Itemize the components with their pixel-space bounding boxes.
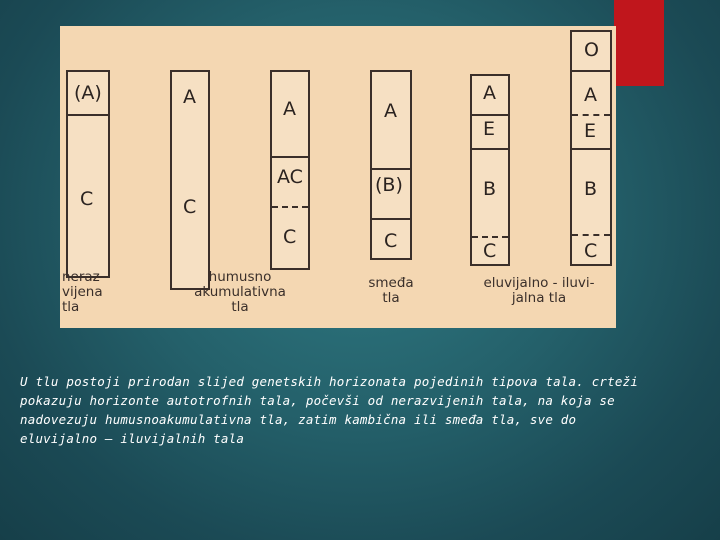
horizon-label: O bbox=[584, 39, 599, 61]
horizon-divider bbox=[572, 70, 610, 72]
caption-line: humusno bbox=[208, 269, 272, 285]
horizon-divider bbox=[472, 114, 508, 116]
horizon-divider bbox=[68, 114, 108, 116]
soil-column-2 bbox=[170, 70, 210, 290]
caption-nerazvijena bbox=[62, 270, 122, 315]
caption-line: neraz- bbox=[62, 269, 105, 285]
description-line: U tlu postoji prirodan slijed genetskih horizonata pojedinih tipova tala. crteži bbox=[20, 374, 639, 389]
horizon-divider bbox=[472, 148, 508, 150]
horizon-label: B bbox=[483, 178, 497, 200]
soil-column-1 bbox=[66, 70, 110, 278]
horizon-label: B bbox=[584, 178, 598, 200]
caption-line: tla bbox=[62, 299, 80, 315]
description-line: nadovezuju humusnoakumulativna tla, zatim kambična ili smeđa tla, sve do bbox=[20, 412, 577, 427]
horizon-label: E bbox=[584, 120, 597, 142]
horizon-label: A bbox=[584, 84, 597, 106]
horizon-label: AC bbox=[277, 166, 303, 188]
description-line: eluvijalno – iluvijalnih tala bbox=[20, 431, 245, 446]
caption-line: eluvijalno - iluvi- bbox=[483, 275, 595, 291]
soil-column-3 bbox=[270, 70, 310, 270]
horizon-divider bbox=[372, 168, 410, 170]
horizon-divider bbox=[572, 234, 610, 236]
horizon-divider bbox=[572, 114, 610, 116]
horizon-label: C bbox=[183, 196, 197, 218]
horizon-label: C bbox=[584, 240, 598, 262]
horizon-label: C bbox=[283, 226, 297, 248]
soil-column-6 bbox=[570, 30, 612, 266]
soil-horizons-figure bbox=[60, 26, 616, 328]
horizon-label: C bbox=[483, 240, 497, 262]
caption-line: tla bbox=[382, 290, 400, 306]
horizon-label: A bbox=[483, 82, 496, 104]
caption-eluvijalno-iluvijalna bbox=[464, 276, 614, 306]
horizon-label: E bbox=[483, 118, 496, 140]
horizon-label: (A) bbox=[74, 82, 102, 104]
caption-line: tla bbox=[231, 299, 249, 315]
caption-line: jalna tla bbox=[511, 290, 567, 306]
horizon-label: A bbox=[283, 98, 296, 120]
caption-smedja bbox=[356, 276, 426, 306]
caption-humusno-akumulativna bbox=[175, 270, 305, 315]
horizon-divider bbox=[572, 148, 610, 150]
horizon-divider bbox=[372, 218, 410, 220]
caption-line: smeđa bbox=[368, 275, 414, 291]
horizon-label: A bbox=[384, 100, 397, 122]
horizon-label: C bbox=[384, 230, 398, 252]
description-text bbox=[20, 372, 710, 448]
horizon-label: (B) bbox=[375, 174, 403, 196]
horizon-label: C bbox=[80, 188, 94, 210]
red-accent-bar bbox=[614, 0, 664, 86]
description-line: pokazuju horizonte autotrofnih tala, počevši od nerazvijenih tala, na koja se bbox=[20, 393, 615, 408]
horizon-label: A bbox=[183, 86, 196, 108]
caption-line: vijena bbox=[62, 284, 103, 300]
soil-column-5 bbox=[470, 74, 510, 266]
soil-column-4 bbox=[370, 70, 412, 260]
horizon-divider bbox=[272, 156, 308, 158]
horizon-divider bbox=[472, 236, 508, 238]
horizon-divider bbox=[272, 206, 308, 208]
caption-line: akumulativna bbox=[194, 284, 286, 300]
